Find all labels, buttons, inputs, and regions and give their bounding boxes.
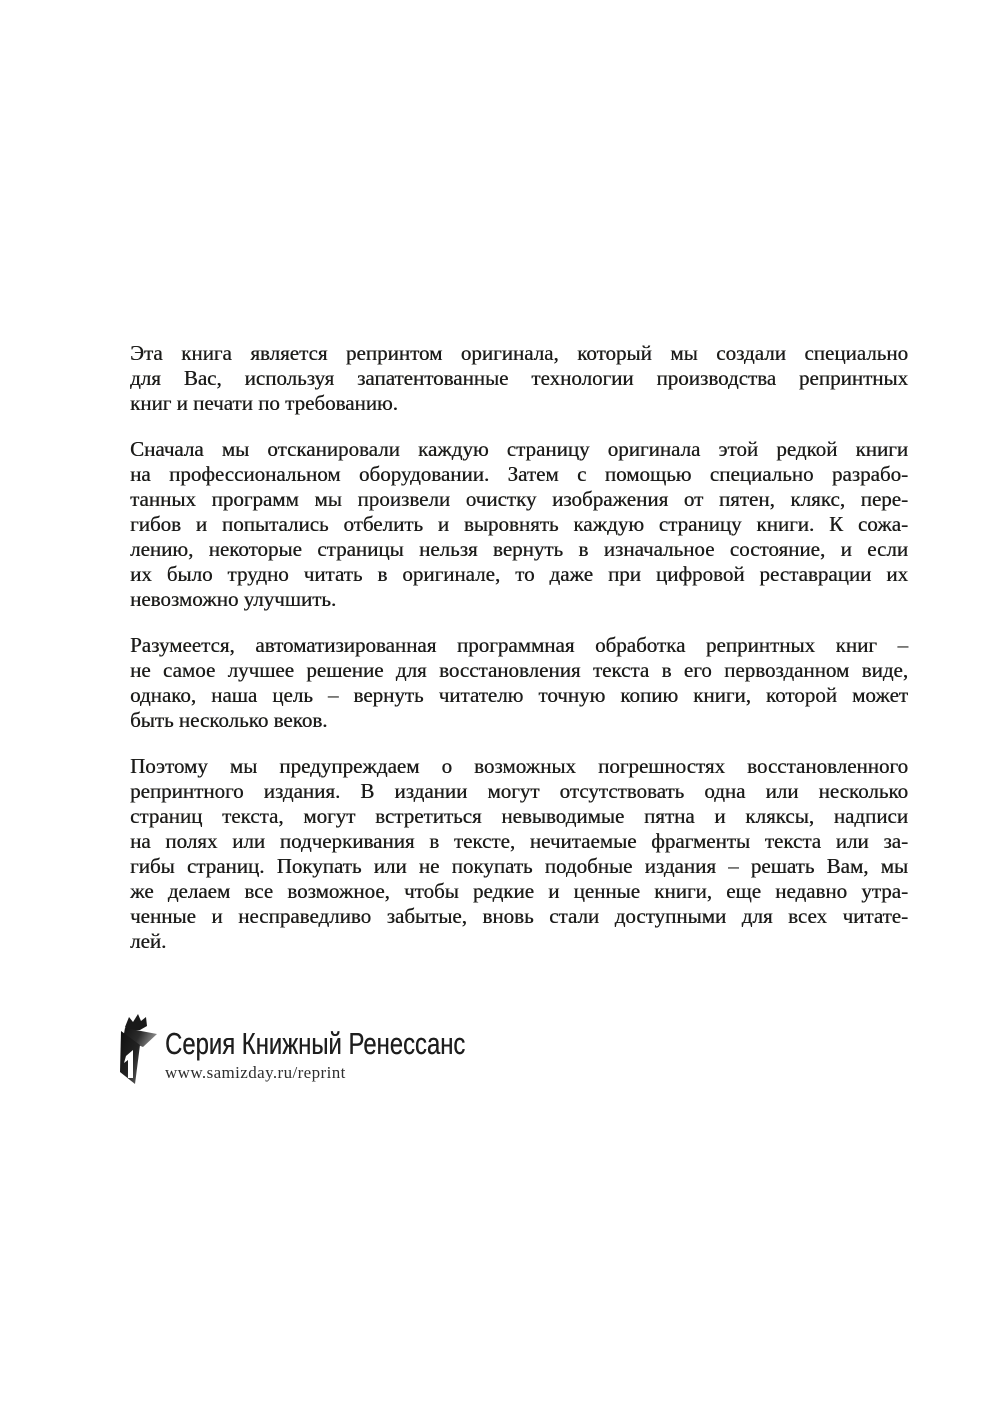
publisher-url[interactable]: www.samizday.ru/reprint	[165, 1063, 346, 1082]
text-line: невозможно улучшить.	[130, 587, 337, 611]
text-line: не самое лучшее решение для восстановления текста в его первозданном виде,	[130, 658, 908, 682]
text-line: танных программ мы произвели очистку изображения от пятен, клякс, пере-	[130, 487, 908, 511]
text-line: книг и печати по требованию.	[130, 391, 398, 415]
text-line: на полях или подчеркивания в тексте, нечитаемые фрагменты текста или за-	[130, 829, 908, 853]
text-line: же делаем все возможное, чтобы редкие и ценные книги, еще недавно утра-	[130, 879, 908, 903]
text-line: лей.	[130, 929, 167, 953]
text-line: страниц текста, могут встретиться невыводимые пятна и кляксы, надписи	[130, 804, 908, 828]
text-line: Поэтому мы предупреждаем о возможных погрешностях восстановленного	[130, 754, 908, 778]
reprint-notice	[130, 341, 908, 954]
text-line: на профессиональном оборудовании. Затем с помощью специально разрабо-	[130, 462, 908, 486]
paragraph	[130, 633, 908, 733]
text-line: быть несколько веков.	[130, 708, 328, 732]
text-line: репринтного издания. В издании могут отсутствовать одна или несколько	[130, 779, 908, 803]
book-renaissance-icon	[116, 1014, 160, 1084]
text-line: однако, наша цель – вернуть читателю точную копию книги, которой может	[130, 683, 908, 707]
text-line: для Вас, используя запатентованные технологии производства репринтных	[130, 366, 908, 390]
series-title: Серия Книжный Ренессанс	[165, 1026, 466, 1061]
text-line: лению, некоторые страницы нельзя вернуть в изначальное состояние, и если	[130, 537, 908, 561]
publisher-logo-text	[165, 1014, 555, 1081]
text-line: Сначала мы отсканировали каждую страницу оригинала этой редкой книги	[130, 437, 908, 461]
text-line: ченные и несправедливо забытые, вновь стали доступными для всех читате-	[130, 904, 908, 928]
logo-pages-shape	[125, 1014, 147, 1031]
paragraph	[130, 437, 908, 612]
paragraph	[130, 341, 908, 416]
text-line: гибов и попытались отбелить и выровнять каждую страницу книги. К сожа-	[130, 512, 908, 536]
text-line: Разумеется, автоматизированная программная обработка репринтных книг –	[130, 633, 908, 657]
text-line: Эта книга является репринтом оригинала, который мы создали специально	[130, 341, 908, 365]
text-line: гибы страниц. Покупать или не покупать подобные издания – решать Вам, мы	[130, 854, 908, 878]
text-line: их было трудно читать в оригинале, то даже при цифровой реставрации их	[130, 562, 908, 586]
paragraph	[130, 754, 908, 954]
publisher-logo	[116, 1014, 555, 1084]
